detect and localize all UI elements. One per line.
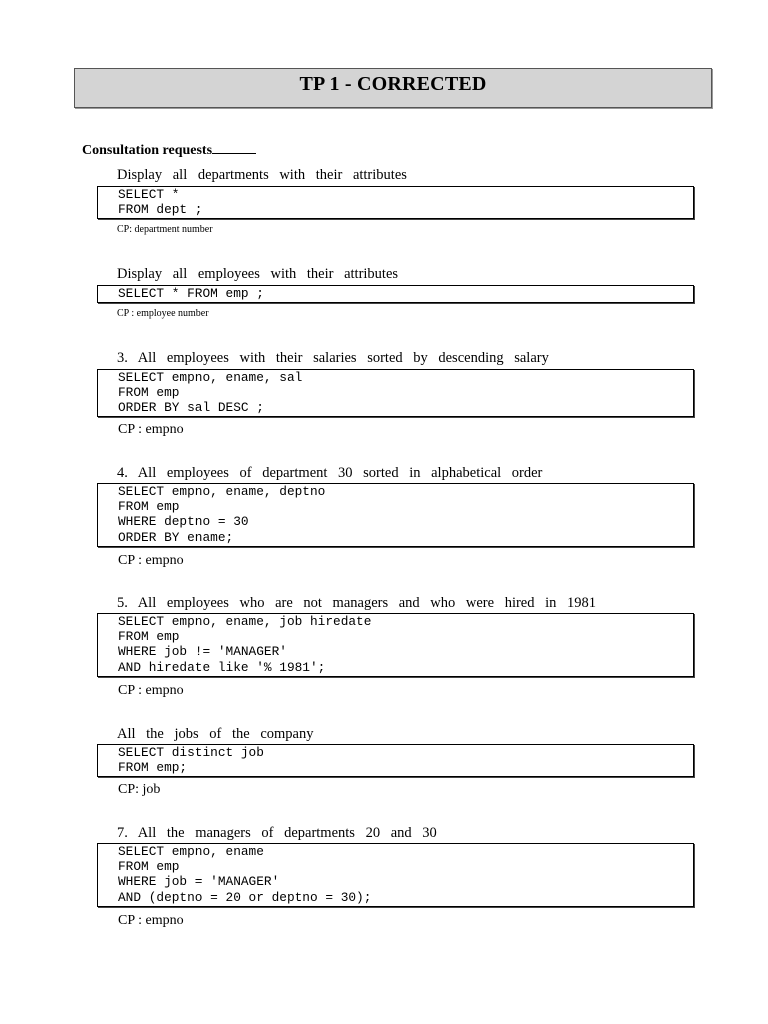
cp-note-7: CP : empno [118,913,184,928]
cp-note-2: CP : employee number [117,308,209,319]
cp-note-4: CP : empno [118,553,184,568]
code-line: WHERE job = 'MANAGER' [118,874,280,890]
cp-note-5: CP : empno [118,683,184,698]
code-box-3 [97,369,694,417]
code-box-5 [97,613,694,677]
code-line: SELECT empno, ename, deptno [118,484,326,499]
code-box-6 [97,744,694,777]
cp-note-1: CP: department number [117,224,213,235]
code-line: SELECT empno, ename [118,844,264,859]
query-title-5: 5. All employees who are not managers and who were hired in 1981 [117,595,597,611]
code-line: FROM dept ; [118,202,203,218]
query-title-3: 3. All employees with their salaries sorted by descending salary [117,350,549,366]
query-title-6: All the jobs of the company [117,726,314,742]
cp-note-6: CP: job [118,782,161,797]
section-heading: Consultation requests [82,143,256,159]
query-title-1: Display all departments with their attributes [117,167,407,183]
code-box-7 [97,843,694,907]
code-line: FROM emp [118,859,180,875]
query-title-7: 7. All the managers of departments 20 and 30 [117,825,437,841]
code-box-1 [97,186,694,219]
code-line: SELECT empno, ename, sal [118,370,303,385]
code-line: WHERE job != 'MANAGER' [118,644,287,660]
code-line: AND (deptno = 20 or deptno = 30); [118,889,372,905]
query-title-4: 4. All employees of department 30 sorted in alphabetical order [117,465,543,481]
code-line: SELECT distinct job [118,745,264,760]
code-line: SELECT * FROM emp ; [118,286,264,301]
code-line: SELECT empno, ename, job hiredate [118,614,372,629]
title-box [74,68,712,108]
code-line: ORDER BY ename; [118,529,234,545]
code-line: SELECT * [118,187,180,202]
code-box-4 [97,483,694,547]
page-title: TP 1 - CORRECTED [299,73,487,95]
code-line: FROM emp [118,629,180,645]
code-line: AND hiredate like '% 1981'; [118,659,326,675]
code-line: FROM emp [118,499,180,515]
code-line: WHERE deptno = 30 [118,514,249,530]
code-box-2 [97,285,694,303]
query-title-2: Display all employees with their attributes [117,266,399,282]
cp-note-3: CP : empno [118,422,184,437]
code-line: ORDER BY sal DESC ; [118,400,264,416]
code-line: FROM emp; [118,760,188,776]
code-line: FROM emp [118,385,180,401]
